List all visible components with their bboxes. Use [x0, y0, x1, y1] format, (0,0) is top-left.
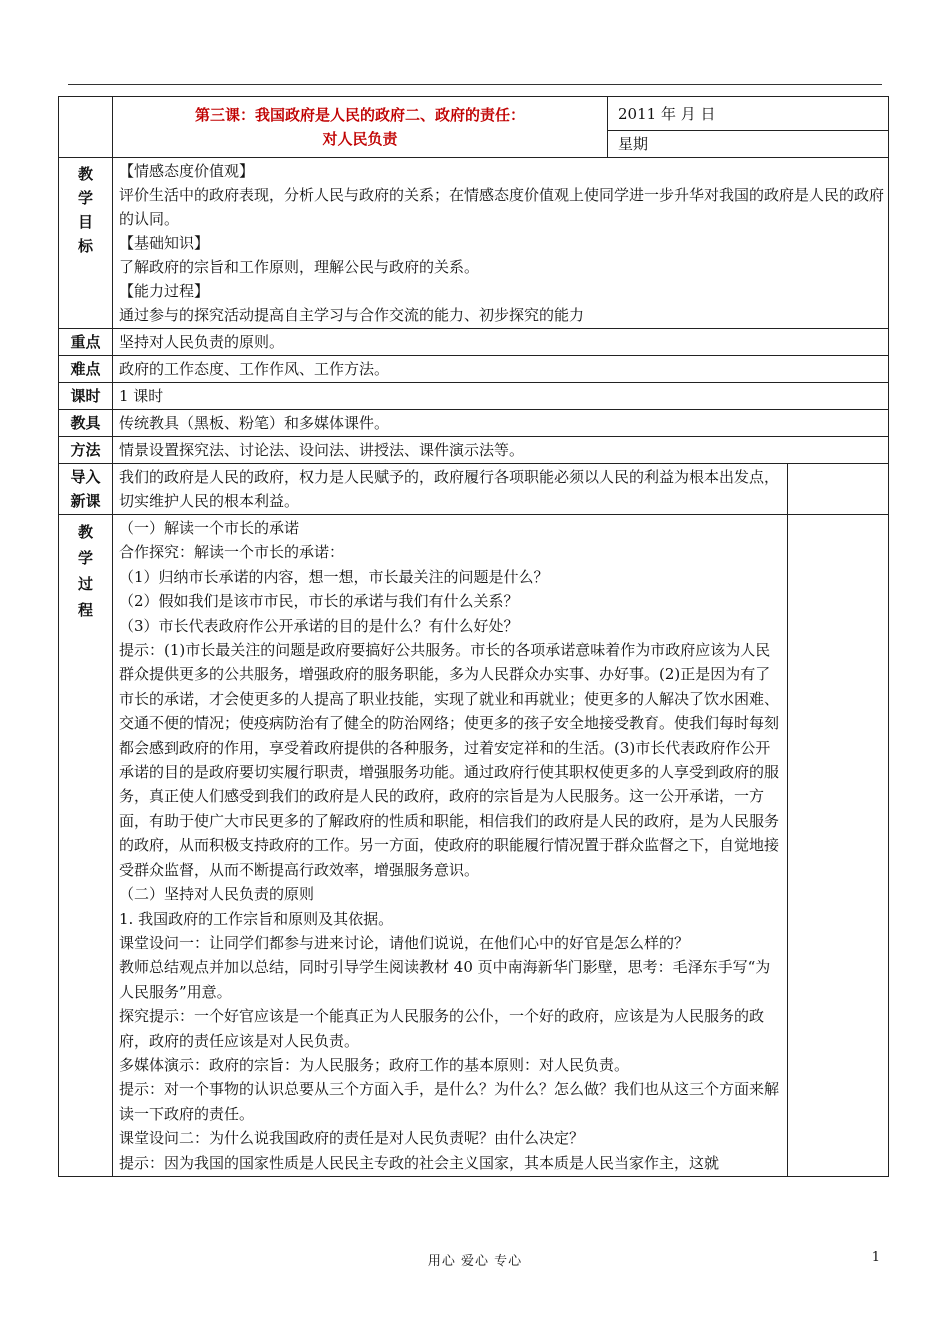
- process-line: 教师总结观点并加以总结，同时引导学生阅读教材 40 页中南海新华门影壁，思考：毛泽东手写“为人民服务”用意。: [119, 958, 771, 1001]
- page-number: 1: [871, 1250, 880, 1265]
- teaching-tools-text: 传统教具（黑板、粉笔）和多媒体课件。: [113, 410, 889, 437]
- process-label-text: 教学过程: [78, 523, 94, 619]
- process-line: （一）解读一个市长的承诺: [119, 519, 300, 537]
- process-line: 多媒体演示：政府的宗旨：为人民服务；政府工作的基本原则：对人民负责。: [119, 1055, 630, 1074]
- goals-text-attitude: 评价生活中的政府表现，分析人民与政府的关系；在情感态度价值观上使同学进一步升华对我国的政府是人民的政府的认同。: [119, 186, 885, 228]
- difficulty-text: 政府的工作态度、工作作风、工作方法。: [113, 356, 889, 383]
- goals-text-knowledge: 了解政府的宗旨和工作原则，理解公民与政府的关系。: [119, 258, 480, 276]
- intro-label-line-1: 导入: [70, 468, 101, 486]
- goals-text-ability: 通过参与的探究活动提高自主学习与合作交流的能力、初步探究的能力: [119, 306, 585, 324]
- process-line: 合作探究：解读一个市长的承诺：: [119, 543, 345, 562]
- class-hours-label: 课时: [59, 383, 113, 410]
- process-label: [59, 515, 113, 1177]
- lesson-plan-table: [58, 96, 889, 1177]
- key-point-label: 重点: [59, 329, 113, 356]
- method-label: 方法: [59, 437, 113, 464]
- process-line: （1）归纳市长承诺的内容，想一想，市长最关注的问题是什么？: [119, 567, 549, 586]
- intro-text: 我们的政府是人民的政府，权力是人民赋予的，政府履行各项职能必须以人民的利益为根本出发点，切实维护人民的根本利益。: [113, 464, 788, 515]
- blank-corner-cell: [59, 97, 113, 158]
- process-line: 课堂设问一：让同学们都参与进来讨论，请他们说说，在他们心中的好官是怎么样的？: [119, 933, 690, 952]
- method-text: 情景设置探究法、讨论法、设问法、讲授法、课件演示法等。: [113, 437, 889, 464]
- process-line: （二）坚持对人民负责的原则: [119, 885, 315, 904]
- key-point-text: 坚持对人民负责的原则。: [113, 329, 889, 356]
- goals-content: [113, 158, 889, 329]
- goals-heading-attitude: 【情感态度价值观】: [119, 162, 255, 180]
- goals-label: [59, 158, 113, 329]
- process-line: 提示：(1)市长最关注的问题是政府要搞好公共服务。市长的各项承诺意味着作为市政府应该为人民群众提供更多的公共服务，增强政府的服务职能，多为人民群众办实事、办好事。(2)正是因为有了市长的承诺，才会使更多的人提高了职业技能，实现了就业和再就业；使更多的人解决了饮水困难、交通不便的情况；使疫病防治有了健全的防治网络；使更多的孩子安全地接受教育。使我们每时每刻都会感到政府的作用，享受着政府提供的各种服务，过着安定祥和的生活。(3)市长代表政府作公开承诺的目的是政府要切实履行职责，增强服务功能。通过政府行使其职权使更多的人享受到政府的服务，真正使人们感受到我们的政府是人民的政府，政府的宗旨是为人民服务。这一公开承诺，一方面，有助于使广大市民更多的了解政府的性质和职能，相信我们的政府是人民的政府，是为人民服务的政府，从而积极支持政府的工作。另一方面，使政府的职能履行情况置于群众监督之下，自觉地接受群众监督，从而不断提高行政效率，增强服务意识。: [119, 641, 780, 879]
- process-notes-cell: [788, 515, 889, 1177]
- title-line-2: 对人民负责: [322, 130, 398, 148]
- date-cell: 2011 年 月 日: [608, 97, 889, 131]
- intro-notes-cell: [788, 464, 889, 515]
- process-line: （2）假如我们是该市市民，市长的承诺与我们有什么关系？: [119, 592, 519, 611]
- process-line: 课堂设问二：为什么说我国政府的责任是对人民负责呢？由什么决定？: [119, 1129, 585, 1148]
- goals-heading-ability: 【能力过程】: [119, 282, 210, 300]
- goals-heading-knowledge: 【基础知识】: [119, 234, 210, 252]
- intro-label-line-2: 新课: [70, 492, 101, 510]
- process-line: （3）市长代表政府作公开承诺的目的是什么？有什么好处？: [119, 616, 519, 635]
- difficulty-label: 难点: [59, 356, 113, 383]
- lesson-title: [113, 97, 608, 158]
- process-line: 提示：因为我国的国家性质是人民民主专政的社会主义国家，其本质是人民当家作主，这就: [119, 1153, 720, 1172]
- process-content: [113, 515, 788, 1177]
- class-hours-text: 1 课时: [113, 383, 889, 410]
- header-rule: [68, 84, 882, 85]
- process-line: 探究提示：一个好官应该是一个能真正为人民服务的公仆，一个好的政府，应该是为人民服务的政府，政府的责任应该是对人民负责。: [119, 1007, 765, 1050]
- teaching-tools-label: 教具: [59, 410, 113, 437]
- weekday-cell: 星期: [608, 131, 889, 158]
- footer-motto: 用心 爱心 专心: [427, 1254, 523, 1269]
- goals-label-text: 教学目标: [78, 165, 94, 255]
- intro-label: [59, 464, 113, 515]
- title-line-1: 第三课：我国政府是人民的政府二、政府的责任：: [194, 106, 525, 124]
- process-line: 1. 我国政府的工作宗旨和原则及其依据。: [119, 909, 394, 928]
- process-line: 提示：对一个事物的认识总要从三个方面入手，是什么？为什么？怎么做？我们也从这三个方面来解读一下政府的责任。: [119, 1080, 780, 1123]
